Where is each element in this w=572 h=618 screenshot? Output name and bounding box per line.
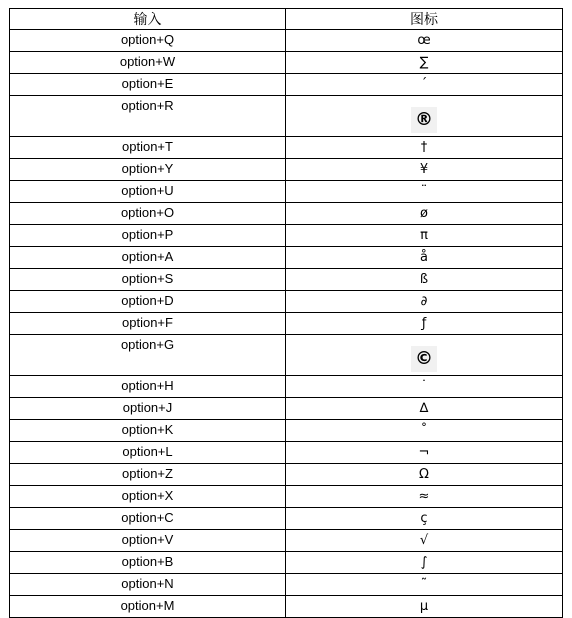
key-combo-cell: option+D xyxy=(10,291,286,313)
symbol-glyph: √ xyxy=(419,533,429,548)
table-row xyxy=(10,269,563,291)
symbol-cell xyxy=(286,530,563,552)
table-row xyxy=(10,398,563,420)
table-row xyxy=(10,420,563,442)
key-combo-cell: option+R xyxy=(10,96,286,137)
key-combo-cell: option+E xyxy=(10,74,286,96)
symbol-glyph: œ xyxy=(417,33,431,48)
table-row xyxy=(10,52,563,74)
symbol-glyph: ˙ xyxy=(420,379,428,394)
table-row xyxy=(10,486,563,508)
symbol-cell xyxy=(286,52,563,74)
symbol-glyph: ∫ xyxy=(420,555,428,570)
symbol-glyph: ´ xyxy=(420,77,428,92)
symbol-glyph: π xyxy=(420,228,428,243)
header-row xyxy=(10,9,563,30)
symbol-glyph: å xyxy=(420,250,428,265)
key-combo-cell: option+M xyxy=(10,596,286,618)
table-row xyxy=(10,203,563,225)
symbol-cell xyxy=(286,335,563,376)
table-row xyxy=(10,96,563,137)
symbol-cell xyxy=(286,225,563,247)
symbol-glyph: µ xyxy=(419,599,429,614)
table-row xyxy=(10,137,563,159)
table-row xyxy=(10,225,563,247)
symbol-glyph: ≈ xyxy=(418,489,430,504)
symbol-cell xyxy=(286,137,563,159)
symbol-cell xyxy=(286,574,563,596)
key-combo-cell: option+G xyxy=(10,335,286,376)
symbol-glyph: ø xyxy=(420,206,428,221)
key-combo-cell: option+C xyxy=(10,508,286,530)
symbol-cell xyxy=(286,291,563,313)
key-combo-cell: option+T xyxy=(10,137,286,159)
symbol-cell xyxy=(286,96,563,137)
table-row xyxy=(10,376,563,398)
key-combo-cell: option+J xyxy=(10,398,286,420)
table-row xyxy=(10,574,563,596)
table-row xyxy=(10,508,563,530)
table-row xyxy=(10,596,563,618)
symbol-cell xyxy=(286,181,563,203)
symbol-glyph: ∑ xyxy=(419,55,429,70)
key-combo-cell: option+N xyxy=(10,574,286,596)
header-icon: 图标 xyxy=(286,9,563,30)
symbol-glyph: ∂ xyxy=(420,294,428,309)
symbol-cell xyxy=(286,203,563,225)
symbol-cell xyxy=(286,508,563,530)
key-combo-cell: option+V xyxy=(10,530,286,552)
table-row xyxy=(10,552,563,574)
key-combo-cell: option+U xyxy=(10,181,286,203)
symbol-cell xyxy=(286,313,563,335)
key-combo-cell: option+H xyxy=(10,376,286,398)
key-combo-cell: option+L xyxy=(10,442,286,464)
table-row xyxy=(10,159,563,181)
symbol-glyph: ¬ xyxy=(418,445,430,460)
header-input: 输入 xyxy=(10,9,286,30)
symbol-cell xyxy=(286,486,563,508)
symbol-cell xyxy=(286,269,563,291)
symbol-glyph: ß xyxy=(419,272,429,287)
key-combo-cell: option+P xyxy=(10,225,286,247)
symbol-cell xyxy=(286,552,563,574)
symbol-glyph: ˚ xyxy=(420,423,428,438)
key-combo-cell: option+S xyxy=(10,269,286,291)
symbol-glyph: © xyxy=(411,346,437,372)
symbol-cell xyxy=(286,442,563,464)
key-combo-cell: option+Z xyxy=(10,464,286,486)
symbol-glyph: ∆ xyxy=(419,401,429,416)
table-row xyxy=(10,530,563,552)
symbol-glyph: ç xyxy=(420,511,428,526)
table-row xyxy=(10,247,563,269)
symbol-glyph: ¥ xyxy=(419,162,429,177)
table-row xyxy=(10,442,563,464)
table-row xyxy=(10,291,563,313)
key-combo-cell: option+X xyxy=(10,486,286,508)
symbol-glyph: ® xyxy=(411,107,437,133)
table-row xyxy=(10,181,563,203)
table-row xyxy=(10,464,563,486)
symbol-glyph: † xyxy=(420,140,428,155)
key-combo-cell: option+Q xyxy=(10,30,286,52)
symbol-cell xyxy=(286,398,563,420)
key-combo-cell: option+O xyxy=(10,203,286,225)
symbol-cell xyxy=(286,376,563,398)
symbol-cell xyxy=(286,30,563,52)
symbol-glyph: ¨ xyxy=(420,184,428,199)
shortcut-table xyxy=(9,8,563,618)
table-row xyxy=(10,74,563,96)
symbol-cell xyxy=(286,464,563,486)
symbol-glyph: ˜ xyxy=(420,577,428,592)
symbol-cell xyxy=(286,247,563,269)
symbol-cell xyxy=(286,159,563,181)
symbol-cell xyxy=(286,74,563,96)
key-combo-cell: option+K xyxy=(10,420,286,442)
key-combo-cell: option+F xyxy=(10,313,286,335)
table-row xyxy=(10,30,563,52)
table-row xyxy=(10,335,563,376)
key-combo-cell: option+W xyxy=(10,52,286,74)
symbol-glyph: Ω xyxy=(419,467,429,482)
symbol-glyph: ƒ xyxy=(421,316,427,331)
key-combo-cell: option+Y xyxy=(10,159,286,181)
symbol-cell xyxy=(286,420,563,442)
table-row xyxy=(10,313,563,335)
symbol-cell xyxy=(286,596,563,618)
key-combo-cell: option+A xyxy=(10,247,286,269)
key-combo-cell: option+B xyxy=(10,552,286,574)
